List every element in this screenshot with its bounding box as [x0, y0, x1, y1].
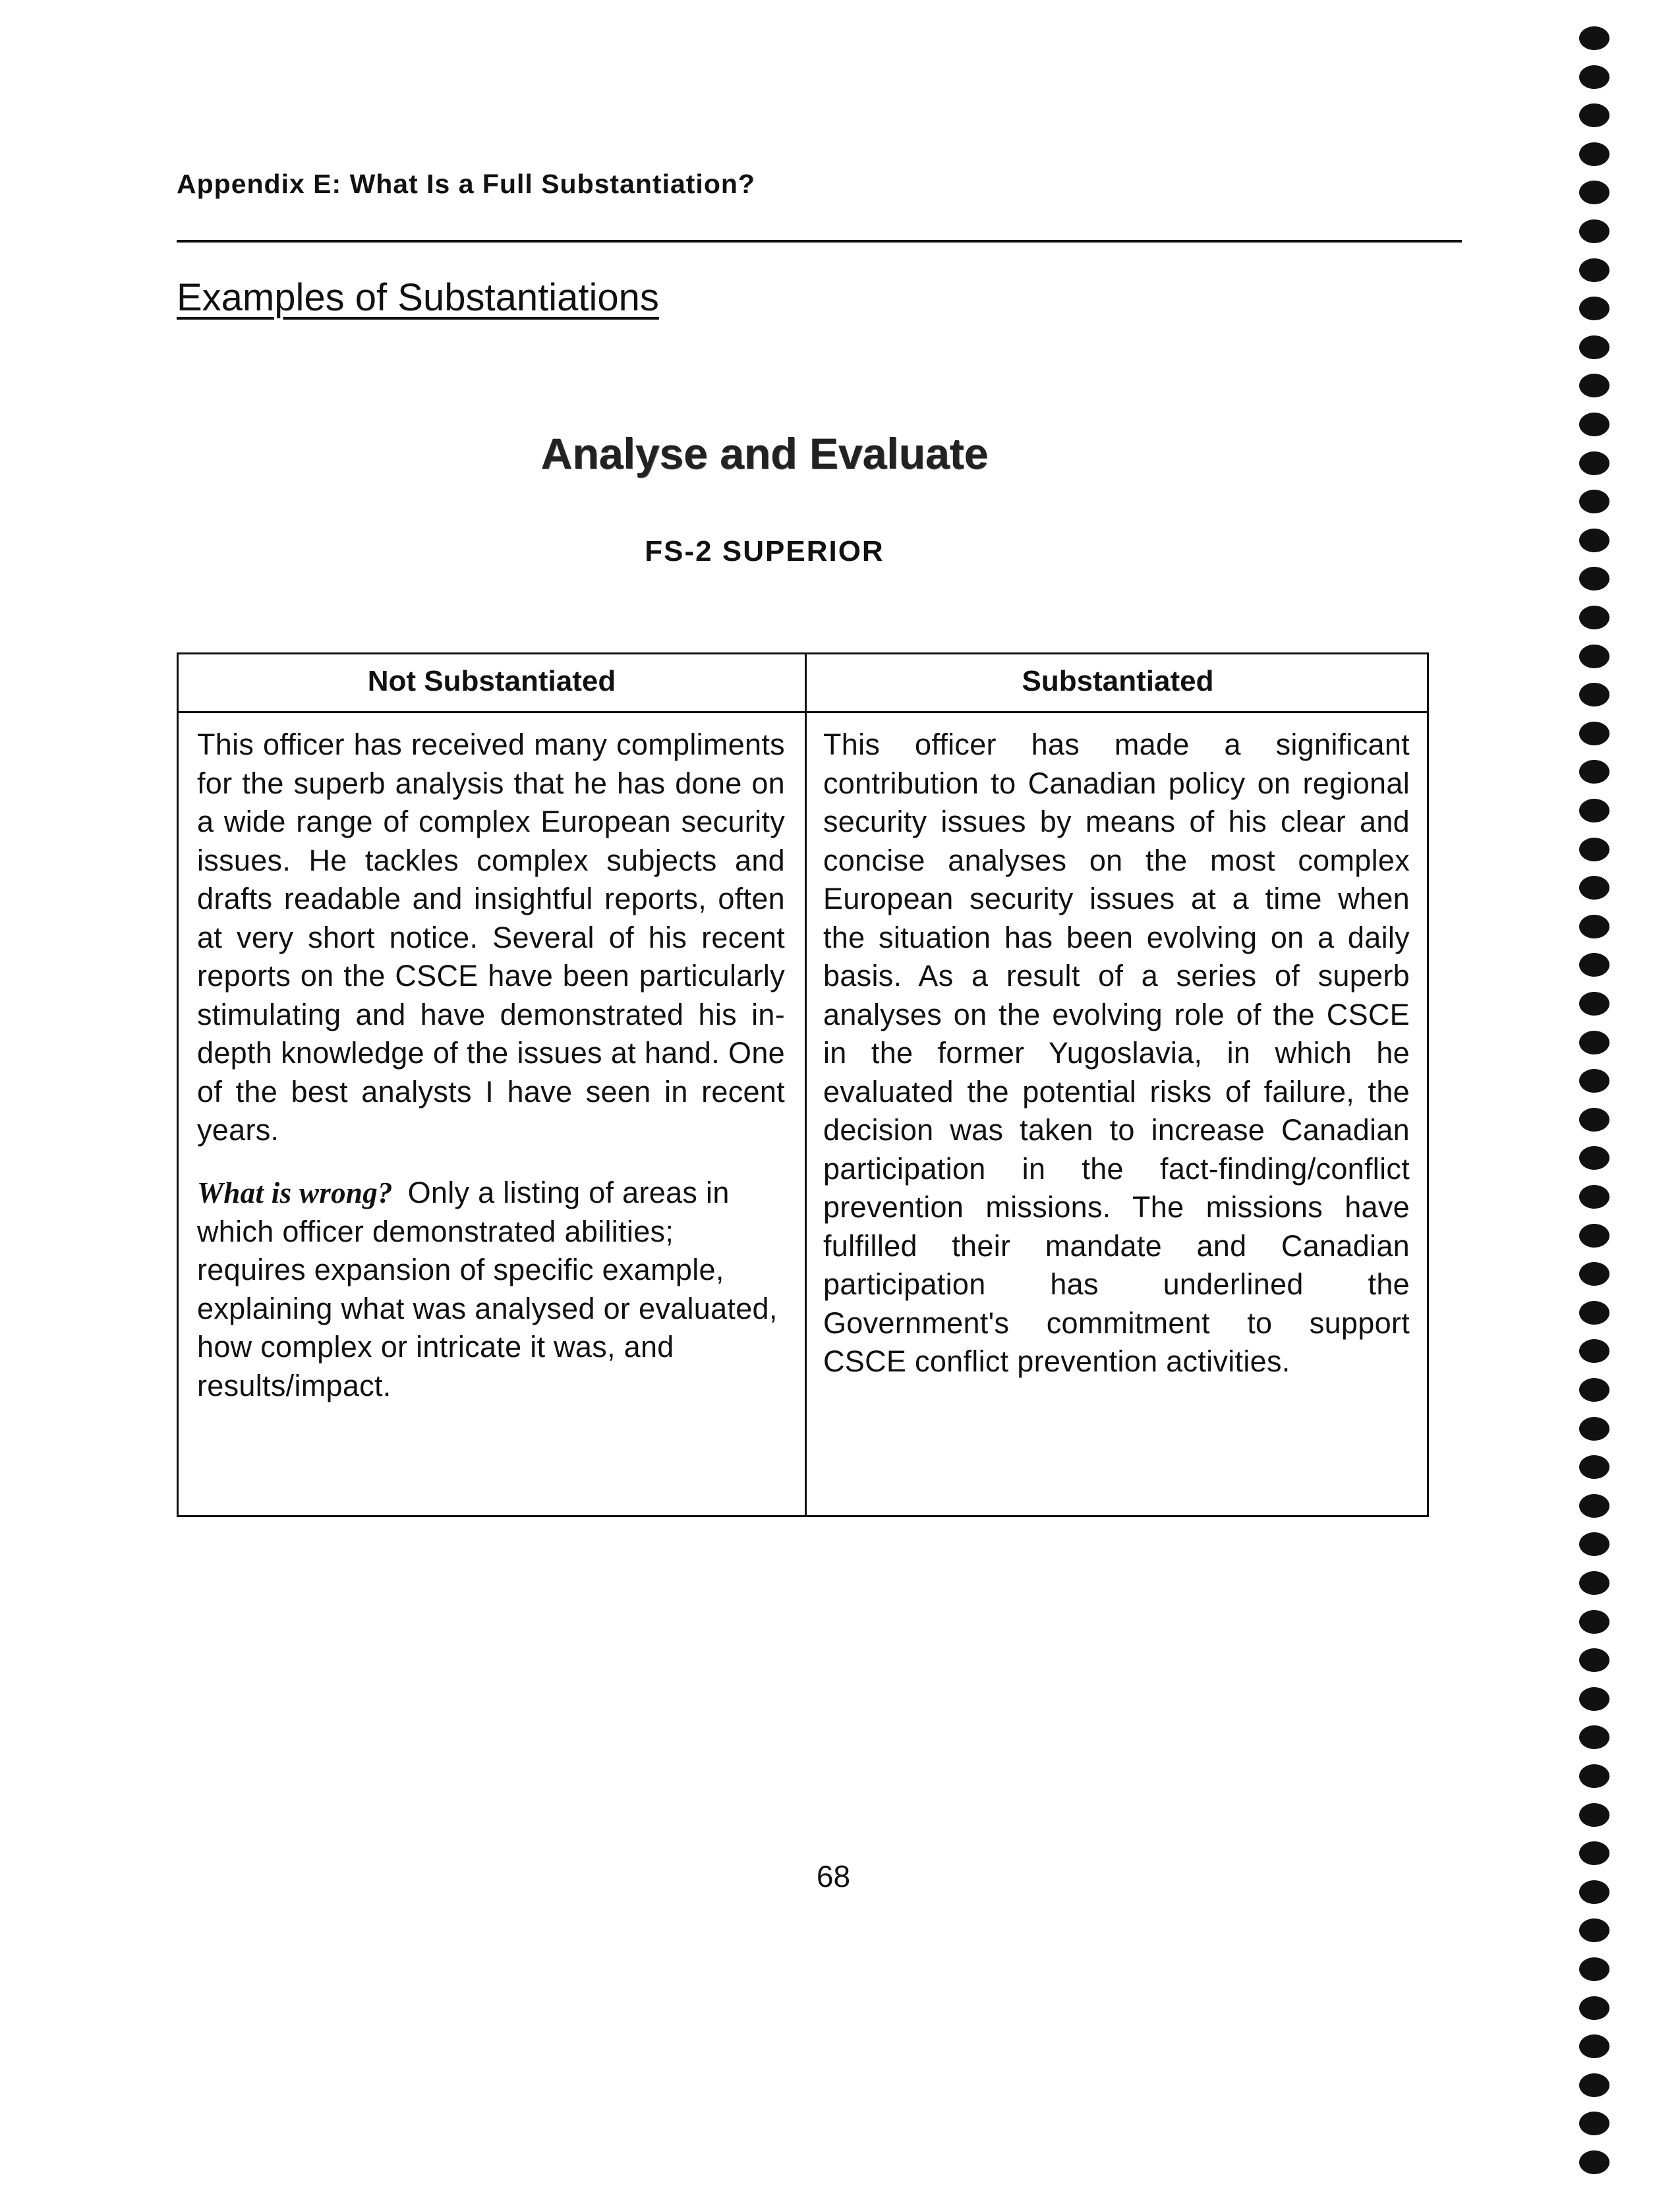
binding-hole: [1579, 374, 1609, 397]
header-divider: [179, 711, 1427, 713]
binding-hole: [1579, 181, 1609, 204]
binding-hole: [1579, 838, 1609, 861]
binding-hole: [1579, 606, 1609, 629]
binding-hole: [1579, 1918, 1609, 1942]
binding-hole: [1579, 722, 1609, 745]
comparison-table: [177, 652, 1429, 1517]
critique-label: What is wrong?: [197, 1176, 393, 1209]
binding-hole: [1579, 1417, 1609, 1441]
page-title: Analyse and Evaluate: [540, 429, 989, 478]
binding-hole: [1579, 1031, 1609, 1054]
page-number: [0, 1859, 1680, 1894]
binding-hole: [1579, 142, 1609, 166]
header-not-substantiated: Not Substantiated: [367, 665, 616, 697]
binding-hole: [1579, 876, 1609, 900]
binding-hole: [1579, 992, 1609, 1016]
binding-hole: [1579, 1571, 1609, 1595]
binding-hole: [1579, 1185, 1609, 1209]
binding-hole: [1579, 65, 1609, 89]
binding-hole: [1579, 2073, 1609, 2097]
binding-hole: [1579, 1224, 1609, 1248]
binding-hole: [1579, 683, 1609, 706]
page-subtitle: FS-2 SUPERIOR: [645, 535, 884, 567]
binding-hole: [1579, 1764, 1609, 1788]
critique-note: [197, 1174, 785, 1405]
binding-hole: [1579, 451, 1609, 475]
binding-hole: [1579, 799, 1609, 822]
substantiated-text: This officer has made a significant contribution to Canadian policy on regional security issues by means of his clear and concise analyses on the most complex European security issues at a time when the situation has been evolving on a daily basis. As a result of a series of superb analyses on the evolving role of the CSCE in the former Yugoslavia, in which he evaluated the potential risks of failure, the decision was taken to increase Canadian participation in the fact-finding/conflict prevention missions. The missions have fulfilled their mandate and Canadian participation has underlined the Government's commitment to support CSCE conflict prevention activities.: [823, 728, 1410, 1378]
binding-hole: [1579, 103, 1609, 127]
binding-hole: [1579, 2150, 1609, 2174]
spiral-binding: [1579, 26, 1611, 2175]
binding-hole: [1579, 1378, 1609, 1402]
binding-hole: [1579, 1494, 1609, 1518]
binding-hole: [1579, 1725, 1609, 1749]
binding-hole: [1579, 1455, 1609, 1479]
binding-hole: [1579, 1880, 1609, 1904]
section-title: Examples of Substantiations: [177, 276, 659, 319]
binding-hole: [1579, 219, 1609, 243]
not-substantiated-text: This officer has received many compliments for the superb analysis that he has done on a wide range of complex European security issues. He tackles complex subjects and drafts readable and insightful reports, often at very short notice. Several of his recent reports on the CSCE have been particularly stimulating and have demonstrated his in-depth knowledge of the issues at hand. One of the best analysts I have seen in recent years.: [197, 728, 785, 1147]
binding-hole: [1579, 1610, 1609, 1634]
critique-text: Only a listing of areas in which officer demonstrated abilities; requires expansion of specific example, explaining what was analysed or evaluated, how complex or intricate it was, and results/impact.: [197, 1176, 778, 1402]
binding-hole: [1579, 529, 1609, 552]
binding-hole: [1579, 1069, 1609, 1093]
binding-hole: [1579, 1532, 1609, 1556]
column-divider: [805, 654, 807, 1515]
binding-hole: [1579, 26, 1609, 50]
binding-hole: [1579, 1957, 1609, 1981]
binding-hole: [1579, 953, 1609, 977]
binding-hole: [1579, 1262, 1609, 1286]
header-substantiated: Substantiated: [1022, 665, 1214, 697]
binding-hole: [1579, 2034, 1609, 2058]
binding-hole: [1579, 258, 1609, 282]
binding-hole: [1579, 413, 1609, 436]
binding-hole: [1579, 335, 1609, 359]
binding-hole: [1579, 297, 1609, 320]
binding-hole: [1579, 1687, 1609, 1711]
header-rule: [177, 240, 1462, 243]
page-number-value: 68: [816, 1859, 851, 1893]
running-header: Appendix E: What Is a Full Substantiation?: [177, 169, 755, 199]
binding-hole: [1579, 915, 1609, 938]
binding-hole: [1579, 1996, 1609, 2020]
binding-hole: [1579, 567, 1609, 591]
binding-hole: [1579, 1648, 1609, 1672]
binding-hole: [1579, 1803, 1609, 1827]
binding-hole: [1579, 2112, 1609, 2135]
binding-hole: [1579, 645, 1609, 668]
binding-hole: [1579, 760, 1609, 784]
binding-hole: [1579, 1108, 1609, 1132]
binding-hole: [1579, 490, 1609, 513]
binding-hole: [1579, 1841, 1609, 1865]
binding-hole: [1579, 1301, 1609, 1325]
binding-hole: [1579, 1339, 1609, 1363]
binding-hole: [1579, 1146, 1609, 1170]
